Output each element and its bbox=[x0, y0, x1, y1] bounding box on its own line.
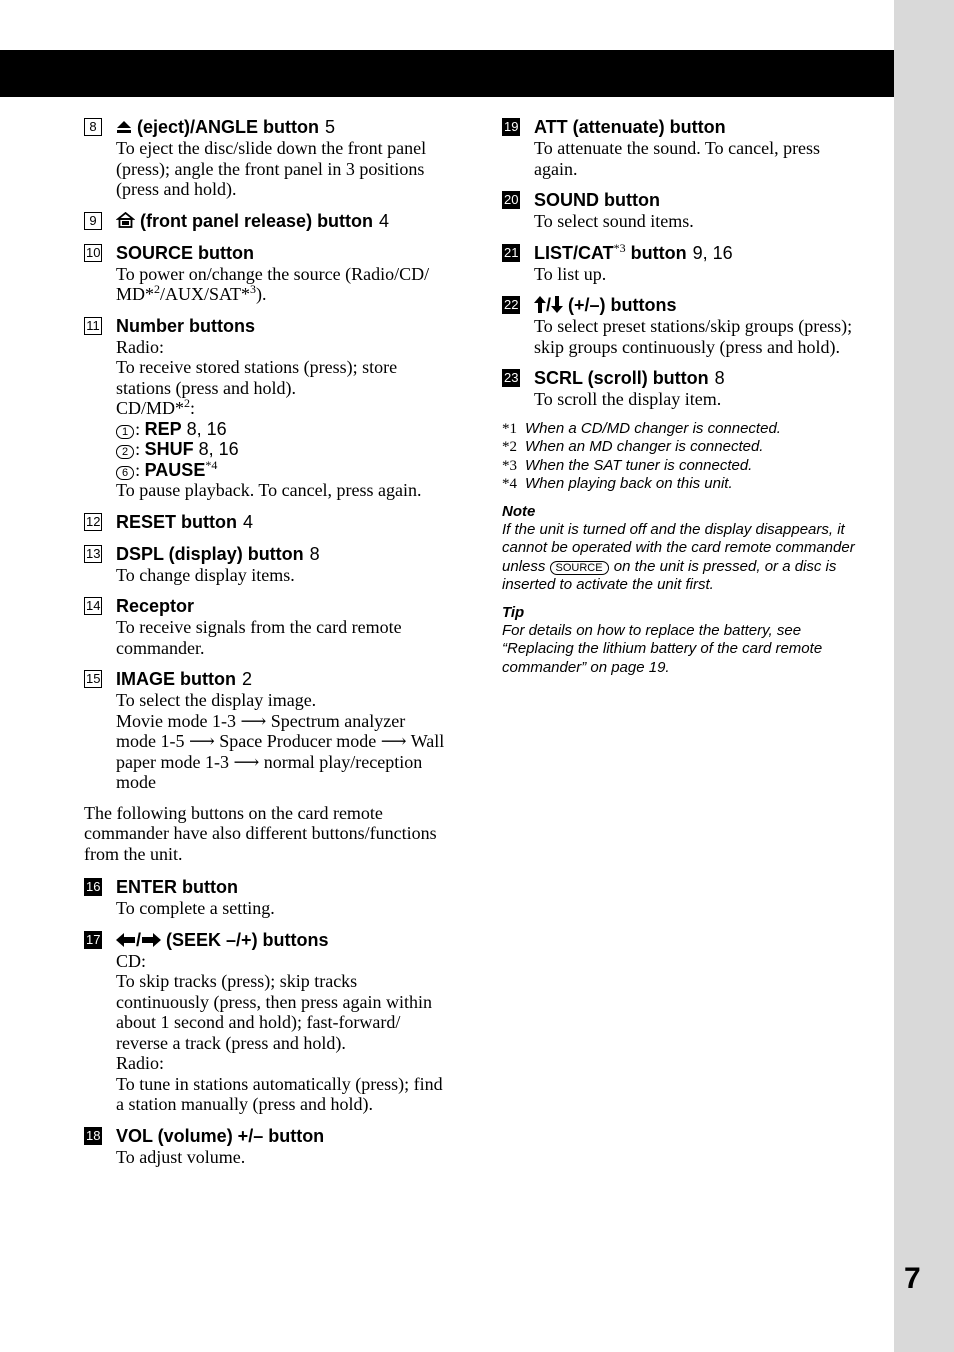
right-column bbox=[502, 116, 882, 677]
desc-line: To change display items. bbox=[116, 564, 295, 585]
note-line: inserted to activate the unit first. bbox=[502, 576, 714, 593]
desc-line: CD: bbox=[116, 950, 147, 971]
item-enter bbox=[84, 876, 464, 919]
text-run: Spectrum analyzer bbox=[270, 710, 406, 731]
release-icon bbox=[116, 212, 135, 229]
item-heading: / (+/–) buttons bbox=[534, 294, 882, 316]
desc-line: To attenuate the sound. To cancel, press bbox=[534, 138, 821, 158]
desc-line: a station manually (press and hold). bbox=[116, 1094, 373, 1114]
item-reset bbox=[84, 511, 464, 533]
item-heading: SOUND button bbox=[534, 190, 660, 210]
footnotes bbox=[502, 420, 882, 494]
desc-line: To eject the disc/slide down the front panel bbox=[116, 138, 427, 158]
desc-line: To select sound items. bbox=[534, 211, 694, 231]
item-heading bbox=[116, 511, 464, 533]
item-label: button bbox=[630, 242, 687, 263]
text-run: ). bbox=[256, 284, 267, 304]
note-text bbox=[502, 521, 882, 595]
item-number: 13 bbox=[86, 545, 101, 561]
footnote-text: When the SAT tuner is connected. bbox=[525, 456, 753, 474]
item-label: IMAGE button bbox=[116, 669, 236, 689]
arrow-left-icon bbox=[116, 933, 136, 947]
item-number: 18 bbox=[86, 1127, 101, 1143]
item-heading bbox=[116, 116, 464, 138]
page-ref: 2 bbox=[241, 669, 252, 689]
text-run: : bbox=[135, 439, 141, 459]
footnote-ref: *3 bbox=[613, 240, 626, 255]
footnote-mark: *1 bbox=[502, 420, 517, 437]
item-label: (front panel release) button bbox=[140, 210, 374, 231]
item-eject bbox=[84, 116, 464, 200]
item-label: (eject)/ANGLE button bbox=[137, 117, 320, 137]
desc-line: To skip tracks (press); skip tracks bbox=[116, 971, 358, 991]
item-seek bbox=[84, 929, 464, 1115]
arrow-right-icon: ⟶ bbox=[188, 731, 215, 751]
text-run: : bbox=[190, 398, 196, 418]
tip-line: commander” on page 19. bbox=[502, 658, 670, 676]
footnote-text: When playing back on this unit. bbox=[525, 475, 733, 492]
desc-line: To power on/change the source (Radio/CD/ bbox=[116, 263, 430, 284]
item-number: 11 bbox=[84, 317, 102, 335]
key-6: 6 bbox=[116, 466, 134, 480]
item-att bbox=[502, 116, 882, 179]
item-heading: / (SEEK –/+) buttons bbox=[116, 929, 464, 951]
note-line: cannot be operated with the card remote commander bbox=[502, 539, 855, 556]
footnote-text: When a CD/MD changer is connected. bbox=[525, 419, 781, 437]
item-heading: VOL (volume) +/– button bbox=[116, 1125, 325, 1146]
item-number: 9 bbox=[84, 212, 102, 230]
footnote bbox=[502, 438, 882, 457]
footnote bbox=[502, 457, 882, 476]
desc-line: continuously (press, then press again within bbox=[116, 991, 432, 1012]
item-heading bbox=[116, 668, 464, 690]
desc-line: To pause playback. To cancel, press again. bbox=[116, 480, 422, 500]
page-ref: 8 bbox=[714, 368, 725, 388]
desc-line: stations (press and hold). bbox=[116, 377, 296, 398]
intro-line: commander have also different buttons/functions bbox=[84, 823, 437, 843]
item-label: (+/–) buttons bbox=[568, 295, 677, 315]
item-number-buttons bbox=[84, 315, 464, 501]
item-label: DSPL (display) button bbox=[116, 543, 304, 564]
desc-line: To select preset stations/skip groups (press); bbox=[534, 316, 853, 336]
footnote-ref: *4 bbox=[205, 457, 218, 472]
desc-line bbox=[116, 731, 464, 752]
desc-line: To adjust volume. bbox=[116, 1146, 246, 1167]
key-line-pause bbox=[116, 457, 464, 481]
item-label: RESET button bbox=[116, 511, 237, 532]
footnote-mark: *3 bbox=[502, 457, 517, 474]
item-heading bbox=[116, 210, 464, 232]
tip-title: Tip bbox=[502, 603, 525, 621]
note-line: If the unit is turned off and the display disappears, it bbox=[502, 520, 845, 538]
footnote bbox=[502, 475, 882, 494]
page-ref: 5 bbox=[325, 117, 336, 137]
text-run: MD* bbox=[116, 284, 155, 304]
arrow-right-icon bbox=[141, 933, 161, 947]
item-label: (SEEK –/+) buttons bbox=[166, 929, 329, 950]
item-number: 19 bbox=[504, 119, 519, 134]
page-ref: 4 bbox=[242, 511, 253, 532]
item-heading: SOURCE button bbox=[116, 242, 254, 263]
item-number: 17 bbox=[86, 931, 101, 947]
item-heading: Receptor bbox=[116, 596, 195, 616]
tip-line: “Replacing the lithium battery of the card remote bbox=[502, 640, 823, 657]
function-name: REP bbox=[144, 418, 182, 439]
page-number: 7 bbox=[904, 1262, 921, 1295]
arrow-right-icon: ⟶ bbox=[240, 710, 267, 731]
function-name: SHUF bbox=[144, 439, 194, 459]
text-run: normal play/reception bbox=[263, 751, 423, 772]
eject-icon bbox=[116, 120, 132, 134]
item-number: 23 bbox=[504, 370, 519, 385]
footnote-ref: 2 bbox=[184, 396, 191, 410]
intro-paragraph bbox=[84, 803, 464, 865]
text-run: /AUX/SAT* bbox=[160, 284, 251, 304]
item-vol bbox=[84, 1125, 464, 1168]
text-run: on the unit is pressed, or a disc is bbox=[613, 557, 837, 575]
arrow-right-icon: ⟶ bbox=[380, 731, 407, 751]
side-tab bbox=[894, 0, 954, 1352]
footnote-ref: 3 bbox=[250, 282, 257, 296]
desc-line: To receive signals from the card remote bbox=[116, 617, 402, 637]
text-run: CD/MD* bbox=[116, 398, 185, 418]
page-ref: 8 bbox=[309, 543, 320, 564]
page-ref: 8, 16 bbox=[186, 418, 227, 439]
desc-line: To tune in stations automatically (press); find bbox=[116, 1073, 443, 1094]
page-ref: 8, 16 bbox=[198, 439, 239, 459]
item-number: 8 bbox=[84, 118, 102, 136]
item-number: 12 bbox=[86, 513, 101, 529]
text-run: mode 1-5 bbox=[116, 731, 185, 751]
page-ref: 9, 16 bbox=[692, 242, 733, 263]
item-receptor bbox=[84, 595, 464, 658]
item-heading: ENTER button bbox=[116, 877, 238, 897]
item-heading bbox=[534, 367, 882, 389]
desc-line: reverse a track (press and hold). bbox=[116, 1032, 346, 1053]
desc-line bbox=[116, 711, 464, 732]
text-run: Wall bbox=[410, 731, 445, 751]
left-column bbox=[84, 116, 464, 1177]
desc-line: again. bbox=[534, 158, 578, 179]
text-run: Movie mode 1-3 bbox=[116, 710, 236, 731]
text-run: : bbox=[135, 418, 141, 439]
item-number: 16 bbox=[86, 879, 101, 894]
desc-line: Radio: bbox=[116, 1053, 164, 1073]
desc-line bbox=[116, 398, 464, 419]
desc-line: (press and hold). bbox=[116, 179, 237, 199]
intro-line: from the unit. bbox=[84, 843, 183, 864]
item-heading: Number buttons bbox=[116, 315, 255, 336]
item-image bbox=[84, 668, 464, 793]
item-number: 14 bbox=[86, 598, 101, 613]
tip-line: For details on how to replace the battery, see bbox=[502, 621, 802, 639]
note-line bbox=[502, 558, 882, 577]
footnote-mark: *4 bbox=[502, 476, 517, 492]
desc-line: To select the display image. bbox=[116, 690, 317, 710]
desc-line: skip groups continuously (press and hold). bbox=[534, 336, 840, 357]
desc-line: commander. bbox=[116, 637, 205, 658]
item-number: 15 bbox=[86, 671, 101, 686]
arrow-up-icon bbox=[534, 296, 546, 313]
desc-line: To receive stored stations (press); store bbox=[116, 357, 398, 377]
item-number: 10 bbox=[86, 244, 101, 260]
text-run: Space Producer mode bbox=[219, 731, 377, 751]
text-run: unless bbox=[502, 557, 546, 575]
function-name: PAUSE bbox=[144, 459, 206, 480]
item-dspl bbox=[84, 543, 464, 586]
text-run: : bbox=[135, 459, 141, 480]
item-number: 20 bbox=[504, 192, 519, 207]
item-number: 22 bbox=[504, 297, 519, 312]
item-label: SCRL (scroll) button bbox=[534, 368, 709, 388]
footnote-ref: 2 bbox=[154, 282, 161, 296]
desc-line: To scroll the display item. bbox=[534, 389, 722, 409]
desc-line: To list up. bbox=[534, 263, 607, 284]
tip-text bbox=[502, 622, 882, 678]
page-ref: 4 bbox=[379, 210, 390, 231]
item-heading bbox=[116, 543, 464, 565]
desc-line: To complete a setting. bbox=[116, 898, 275, 918]
item-label: LIST/CAT bbox=[534, 242, 614, 263]
intro-line: The following buttons on the card remote bbox=[84, 802, 383, 823]
item-source bbox=[84, 242, 464, 305]
desc-line: (press); angle the front panel in 3 positions bbox=[116, 158, 425, 179]
footnote bbox=[502, 420, 882, 439]
item-list bbox=[502, 242, 882, 285]
item-release bbox=[84, 210, 464, 232]
item-heading: ATT (attenuate) button bbox=[534, 117, 726, 137]
footnote-text: When an MD changer is connected. bbox=[525, 438, 764, 455]
key-1: 1 bbox=[116, 425, 134, 439]
note-title: Note bbox=[502, 502, 536, 520]
item-sound bbox=[502, 189, 882, 232]
source-key: SOURCE bbox=[550, 561, 609, 575]
desc-line: Radio: bbox=[116, 336, 164, 357]
item-scrl bbox=[502, 367, 882, 410]
key-2: 2 bbox=[116, 445, 134, 459]
footnote-mark: *2 bbox=[502, 439, 517, 455]
desc-line: about 1 second and hold); fast-forward/ bbox=[116, 1012, 401, 1032]
arrow-right-icon: ⟶ bbox=[233, 751, 260, 772]
desc-line bbox=[116, 284, 464, 305]
header-bar bbox=[0, 50, 894, 97]
text-run: paper mode 1-3 bbox=[116, 751, 229, 772]
key-line-rep bbox=[116, 419, 464, 440]
item-heading bbox=[534, 242, 882, 264]
desc-line: mode bbox=[116, 772, 156, 792]
arrow-down-icon bbox=[551, 296, 563, 313]
key-line-shuf bbox=[116, 439, 464, 460]
item-updown bbox=[502, 294, 882, 357]
item-number: 21 bbox=[504, 244, 519, 260]
desc-line bbox=[116, 752, 464, 773]
